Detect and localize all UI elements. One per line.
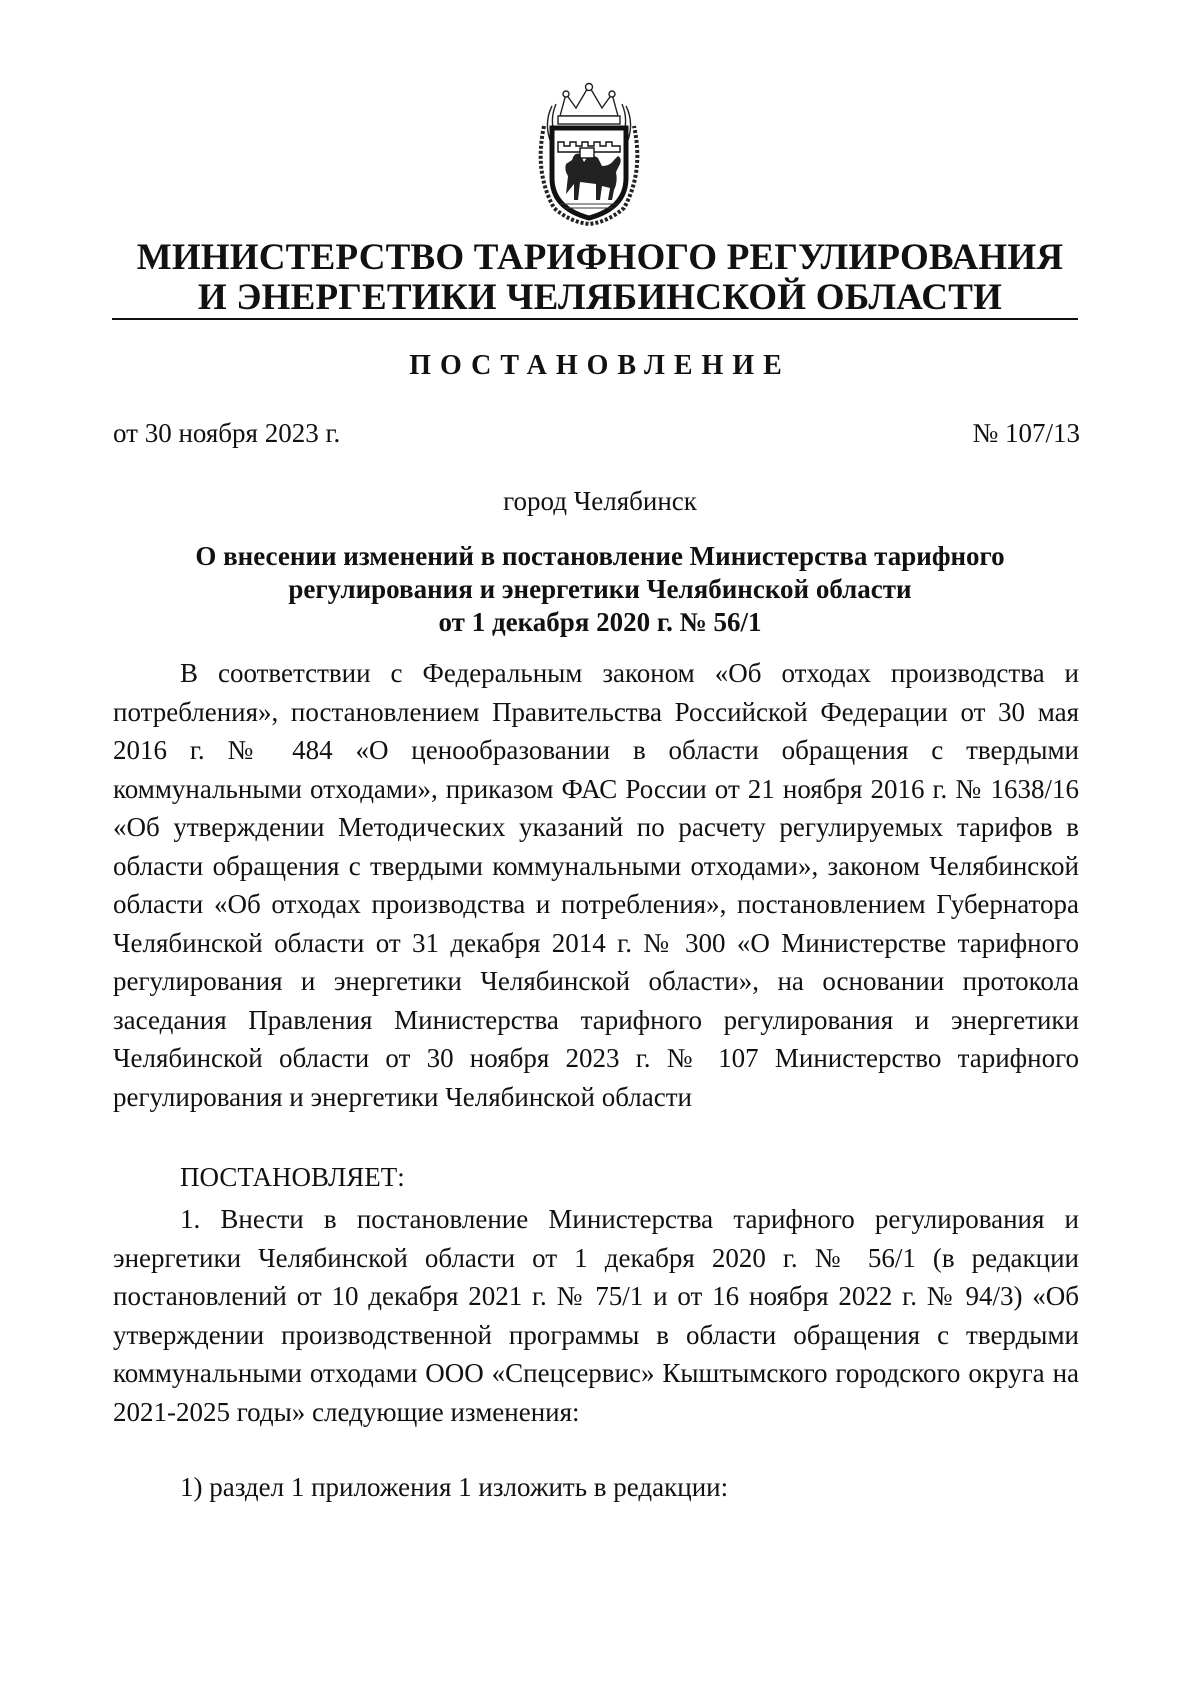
- document-title: [110, 540, 1090, 639]
- item-1-paragraph: 1. Внести в постановление Министерства тарифного регулирования и энергетики Челябинской области от 1 декабря 2020 г. № 56/1 (в редакции постановлений от 10 декабря 2021 г. № 75/1 и от 16 ноября 2022 г. № 94/3) «Об утверждении производственной программы в области обращения с твердыми коммунальными отходами ООО «Спецсервис» Кыштымского городского округа на 2021-2025 годы» следующие изменения:: [113, 1204, 1079, 1427]
- document-date: от 30 ноября 2023 г.: [113, 418, 341, 448]
- header-divider: [112, 318, 1078, 320]
- document-title-line-1: О внесении изменений в постановление Министерства тарифного: [195, 541, 1005, 571]
- coat-of-arms-icon: [530, 82, 648, 226]
- document-number: № 107/13: [972, 418, 1080, 448]
- resolves-heading: ПОСТАНОВЛЯЕТ:: [180, 1162, 405, 1192]
- document-title-line-2: регулирования и энергетики Челябинской области: [288, 574, 912, 604]
- preamble-paragraph: В соответствии с Федеральным законом «Об отходах производства и потребления», постановлением Правительства Российской Федерации от 30 мая 2016 г. № 484 «О ценообразовании в области обращения с твердыми коммунальными отходами», приказом ФАС России от 21 ноября 2016 г. № 1638/16 «Об утверждении Методических указаний по расчету регулируемых тарифов в области обращения с твердыми коммунальными отходами», законом Челябинской области «Об отходах производства и потребления», постановлением Губернатора Челябинской области от 31 декабря 2014 г. № 300 «О Министерстве тарифного регулирования и энергетики Челябинской области», на основании протокола заседания Правления Министерства тарифного регулирования и энергетики Челябинской области от 30 ноября 2023 г. № 107 Министерство тарифного регулирования и энергетики Челябинской области: [113, 658, 1079, 1112]
- document-type: ПОСТАНОВЛЕНИЕ: [409, 350, 791, 381]
- ministry-name-line-2: И ЭНЕРГЕТИКИ ЧЕЛЯБИНСКОЙ ОБЛАСТИ: [197, 277, 1003, 318]
- document-city: город Челябинск: [503, 486, 697, 516]
- ministry-name-line-1: МИНИСТЕРСТВО ТАРИФНОГО РЕГУЛИРОВАНИЯ: [136, 237, 1064, 278]
- document-title-line-3: от 1 декабря 2020 г. № 56/1: [438, 607, 762, 637]
- item-1-1-paragraph: 1) раздел 1 приложения 1 изложить в редакции:: [180, 1472, 729, 1502]
